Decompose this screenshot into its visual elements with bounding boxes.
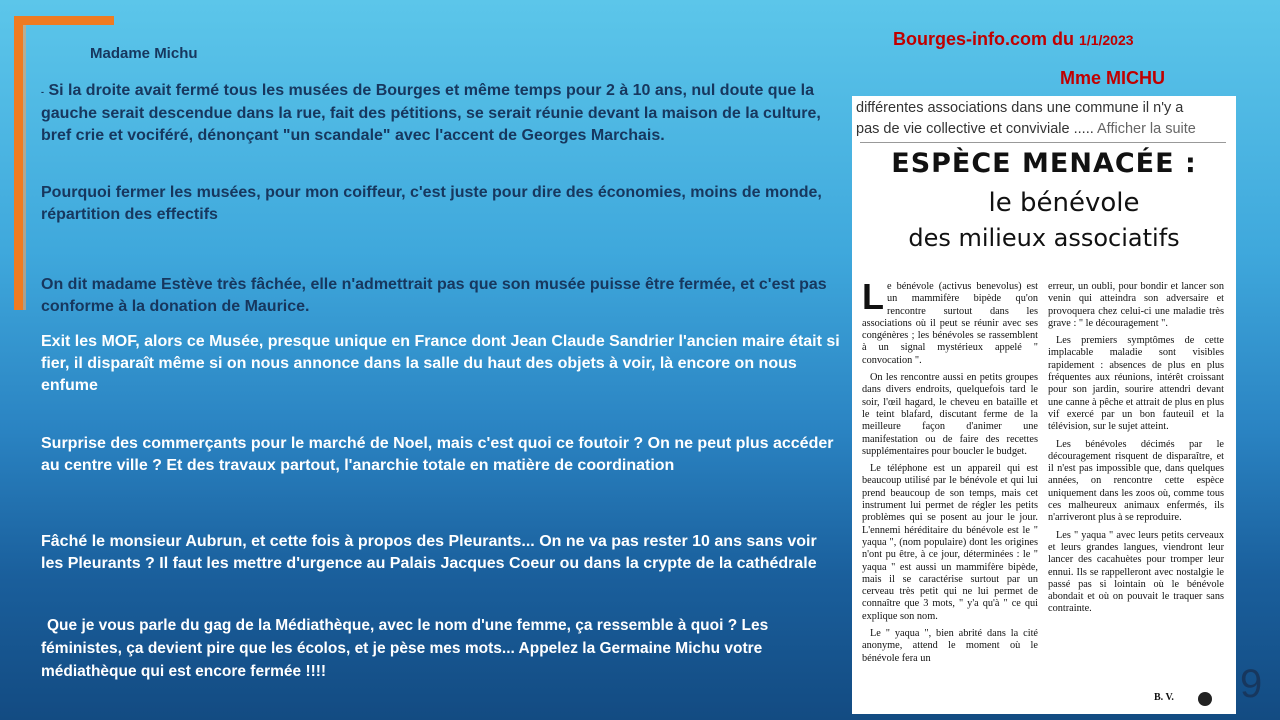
article-text: e bénévole (activus benevolus) est un mammifère bipède qu'on rencontre surtout dans les associations où il peut se réunir avec ses congénères ; les bénévoles se rassemblent à un signal mystérieux appelé " convocation ". [862,281,1038,366]
paragraph-7-text: Que je vous parle du gag de la Médiathèque, avec le nom d'une femme, ça ressemble à quoi ? Les féministes, ça devient pire que les écolos, et je pèse mes mots... Appelez la Germaine Michu votre médiathèque qui est encore fermée !!!! [41,617,769,680]
article-paragraph: Les premiers symptômes de cette implacable maladie sont visibles rapidement : absences de plus en plus fréquentes aux réunions, intérêt croissant pour son jardin, sourire attendri devant une canne à pêche et attrait de plus en plus vif exercé par un bon fauteuil et la télévision, sur le sujet atteint. [1048,335,1224,433]
site-header [893,29,1134,50]
article-paragraph: Les bénévoles décimés par le découragement risquent de disparaître, et il n'est pas impossible que, dans quelques années, on rencontre cette espèce uniquement dans les zoos où, comme tous ces malheureux animaux enfermés, ils n'arriveront plus à se reproduire. [1048,438,1224,524]
paragraph-3: On dit madame Estève très fâchée, elle n'admettrait pas que son musée puisse être fermée, et c'est pas conforme à la donation de Maurice. [41,276,827,315]
teaser-divider [860,142,1226,143]
article-paragraph: On les rencontre aussi en petits groupes dans divers endroits, quelquefois tard le soir, l'œil hagard, le cheveu en bataille et le teint blafard, discutant ferme de la meilleure façon d'animer une manifestation ou de faire des recettes supplémentaires pour boucler le budget. [862,372,1038,457]
clipping-title-3: des milieux associatifs [908,224,1180,252]
paragraph-4: Exit les MOF, alors ce Musée, presque unique en France dont Jean Claude Sandrier l'ancien maire était si fier, il disparaît même si on nous annonce dans la salle du haut des objets à voir, là encore on nous enfume [41,333,840,394]
article-paragraph: Le téléphone est un appareil qui est beaucoup utilisé par le bénévole et qui lui prend beaucoup de son temps, mais cet instrument lui permet de régler les petits problèmes qui se posent au jour le jour. L'ennemi héréditaire du bénévole est le " yaqua ", (nom populaire) dont les origines n'ont pu être, à ce jour, déterminées : le " yaqua " est aussi un mammifère bipède, mais il se caractérise surtout par un cerveau très petit qui ne lui permet de connaître que 3 mots, " y'a qu'à " ce qui explique son nom. [862,463,1038,622]
header-date: 1/1/2023 [1079,32,1134,48]
article-paragraph: erreur, un oubli, pour bondir et lancer son venin qui atteindra son adversaire et provoquera chez celui-ci une maladie très grave : " le découragement ". [1048,281,1224,329]
paragraph-7 [41,614,831,683]
site-name: Bourges-info.com du [893,29,1074,49]
teaser-line-2 [856,119,1226,140]
logo-icon [1198,692,1212,706]
teaser-line-2-text: pas de vie collective et conviviale ..... [856,121,1094,137]
article-column-1 [862,276,1038,670]
paragraph-1 [41,80,841,147]
orange-bracket-left [14,16,23,310]
paragraph-1-text: Si la droite avait fermé tous les musées de Bourges et même temps pour 2 à 10 ans, nul doute que la gauche serait descendue dans la rue, fait des pétitions, se serait réunie devant la maison de la culture, bref crie et vociféré, dénonçant "un scandale" avec l'accent de Georges Marchais. [41,82,821,144]
byline: Mme MICHU [1060,68,1166,88]
paragraph-2: Pourquoi fermer les musées, pour mon coiffeur, c'est juste pour dire des économies, moins de monde, répartition des effectifs [41,184,822,223]
show-more-link[interactable]: Afficher la suite [1097,121,1196,137]
article-paragraph [862,276,1038,367]
bullet-dash: - [41,87,44,97]
page-number: 9 [1240,662,1263,706]
teaser-line-1: différentes associations dans une commune il n'y a [856,100,1184,116]
newspaper-clipping [852,96,1236,714]
clipping-teaser [856,98,1226,140]
orange-bracket-top [14,16,114,25]
article-column-2 [1048,281,1224,621]
drop-cap: L [862,276,884,317]
article-paragraph: Les " yaqua " avec leurs petits cerveaux et leurs grandes langues, viendront leur lancer des cacahuètes pour tromper leur ennui. Ils se rappelleront avec nostalgie le passé pas si lointain où le bénévole abondait et où on pouvait le traquer sans contrainte. [1048,529,1224,615]
orange-bracket-shadow [23,25,26,310]
paragraph-6: Fâché le monsieur Aubrun, et cette fois à propos des Pleurants... On ne va pas rester 10 ans sans voir les Pleurants ? Il faut les mettre d'urgence au Palais Jacques Coeur ou dans la crypte de la cathédrale [41,533,817,572]
article-paragraph: Le " yaqua ", bien abrité dans la cité anonyme, attend le moment où le bénévole fera un [862,628,1038,664]
article-signature: B. V. [1154,692,1174,703]
clipping-title-1: ESPÈCE MENACÉE : [891,148,1197,179]
clipping-title-2: le bénévole [988,188,1140,218]
paragraph-5: Surprise des commerçants pour le marché de Noel, mais c'est quoi ce foutoir ? On ne peut plus accéder au centre ville ? Et des travaux partout, l'anarchie totale en matière de coordination [41,435,834,474]
author-heading: Madame Michu [90,45,198,62]
